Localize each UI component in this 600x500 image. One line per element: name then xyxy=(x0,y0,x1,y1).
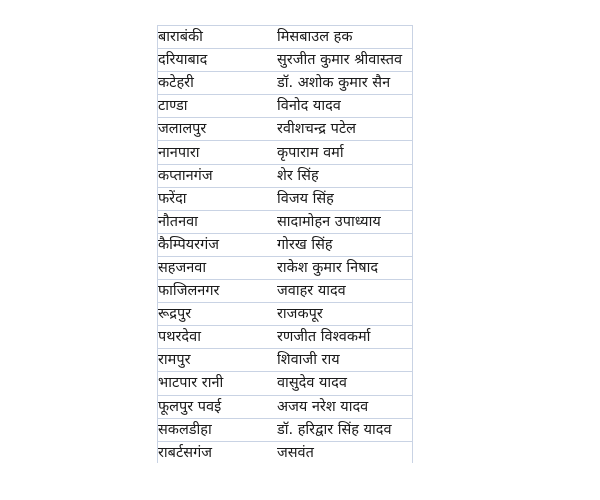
constituency-cell: भाटपार रानी xyxy=(157,372,277,395)
constituency-cell: सहजनवा xyxy=(157,256,277,279)
candidate-cell: शिवाजी राय xyxy=(277,349,413,372)
table-row xyxy=(157,256,413,279)
candidate-cell: मिसबाउल हक xyxy=(277,26,413,49)
table-row xyxy=(157,349,413,372)
constituency-cell: नौतनवा xyxy=(157,210,277,233)
candidate-cell: राजकपूर xyxy=(277,303,413,326)
constituency-cell: कैम्पियरगंज xyxy=(157,233,277,256)
table-row xyxy=(157,26,413,49)
table-row xyxy=(157,441,413,464)
candidate-cell: गोरख सिंह xyxy=(277,233,413,256)
table-row xyxy=(157,118,413,141)
constituency-cell: फूलपुर पवई xyxy=(157,395,277,418)
candidate-cell: अजय नरेश यादव xyxy=(277,395,413,418)
constituency-cell: दरियाबाद xyxy=(157,49,277,72)
candidate-table-container xyxy=(157,25,413,464)
table-row xyxy=(157,72,413,95)
table-row xyxy=(157,141,413,164)
candidate-cell: रवीशचन्द्र पटेल xyxy=(277,118,413,141)
candidate-cell: डॉ. हरिद्वार सिंह यादव xyxy=(277,418,413,441)
constituency-cell: रामपुर xyxy=(157,349,277,372)
constituency-cell: फरेंदा xyxy=(157,187,277,210)
constituency-cell: राबर्टसगंज xyxy=(158,444,212,461)
candidate-cell: शेर सिंह xyxy=(277,164,413,187)
table-row xyxy=(157,372,413,395)
candidate-cell: कृपाराम वर्मा xyxy=(277,141,413,164)
constituency-cell: जलालपुर xyxy=(157,118,277,141)
table-row xyxy=(157,233,413,256)
candidate-cell: विजय सिंह xyxy=(277,187,413,210)
candidate-cell: राकेश कुमार निषाद xyxy=(277,256,413,279)
constituency-cell: रूद्रपुर xyxy=(157,303,277,326)
candidate-cell: डॉ. अशोक कुमार सैन xyxy=(277,72,413,95)
table-row xyxy=(157,95,413,118)
constituency-cell: नानपारा xyxy=(157,141,277,164)
constituency-cell: बाराबंकी xyxy=(157,26,277,49)
table-row xyxy=(157,280,413,303)
table-row xyxy=(157,210,413,233)
constituency-cell: पथरदेवा xyxy=(157,326,277,349)
candidate-cell: विनोद यादव xyxy=(277,95,413,118)
candidate-cell: सुरजीत कुमार श्रीवास्तव xyxy=(277,49,413,72)
constituency-cell: फाजिलनगर xyxy=(157,280,277,303)
table-body xyxy=(157,26,413,464)
candidate-cell: वासुदेव यादव xyxy=(277,372,413,395)
constituency-cell: सकलडीहा xyxy=(157,418,277,441)
table-row xyxy=(157,418,413,441)
constituency-cell: कप्तानगंज xyxy=(157,164,277,187)
candidate-cell: सादामोहन उपाध्याय xyxy=(277,210,413,233)
candidate-cell: जवाहर यादव xyxy=(277,280,413,303)
constituency-cell: टाण्डा xyxy=(157,95,277,118)
table-row xyxy=(157,303,413,326)
table-row xyxy=(157,164,413,187)
candidate-cell: रणजीत विश्‍वकर्मा xyxy=(277,326,413,349)
table-row xyxy=(157,49,413,72)
table-row xyxy=(157,187,413,210)
candidate-cell: जसवंत xyxy=(277,444,314,461)
candidate-table xyxy=(157,25,413,464)
constituency-cell: कटेहरी xyxy=(157,72,277,95)
table-row xyxy=(157,395,413,418)
table-row xyxy=(157,326,413,349)
